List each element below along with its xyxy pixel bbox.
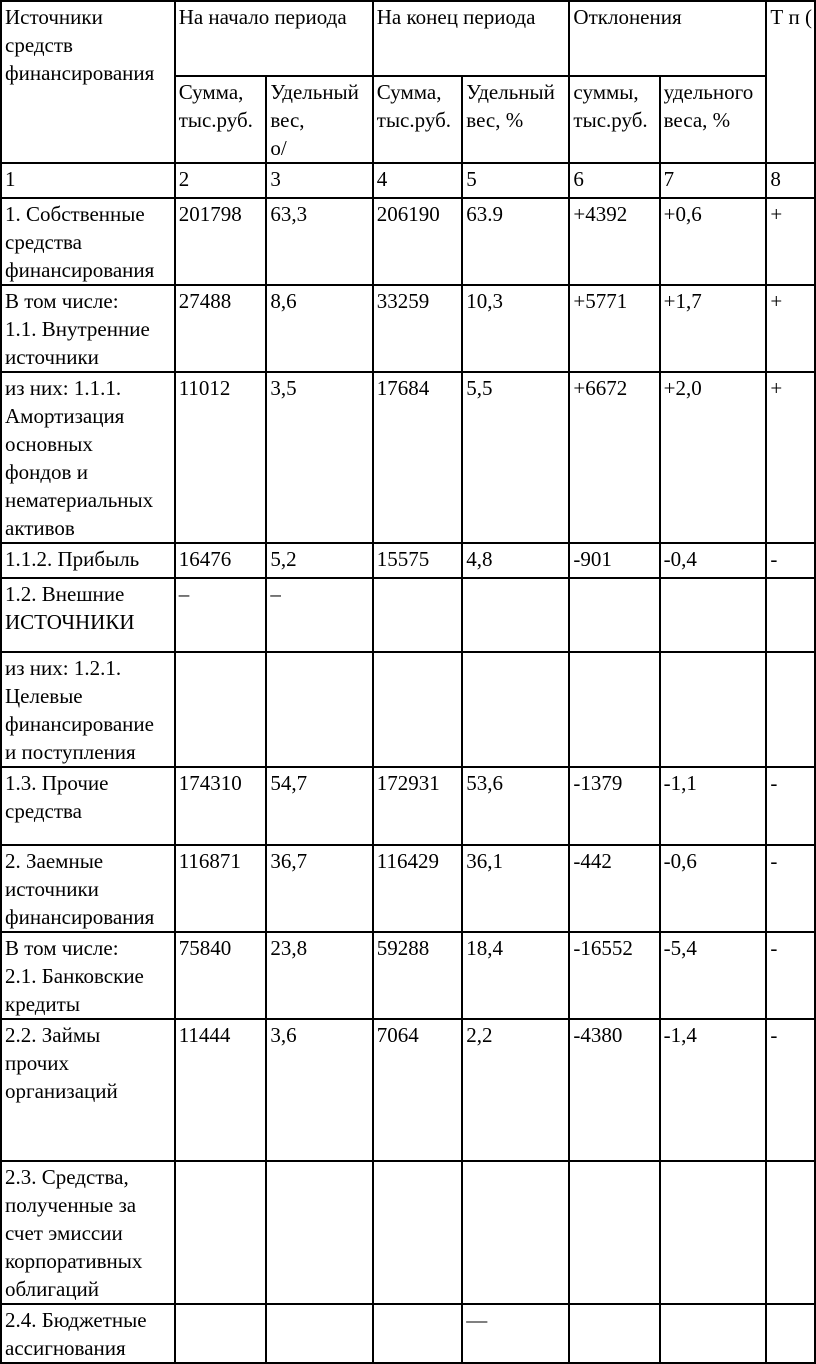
value-cell: - [766,767,815,845]
value-cell: - [766,1019,815,1161]
value-cell: +0,6 [660,198,767,285]
table-row [1,845,815,932]
value-cell [569,652,659,767]
value-cell: – [175,578,267,652]
value-cell: -0,4 [660,543,767,578]
row-label: В том числе: 1.1. Внутренние источники [1,285,175,372]
value-cell [766,1304,815,1363]
value-cell [266,1161,372,1304]
row-label: из них: 1.2.1. Целевые финансирование и поступления [1,652,175,767]
value-cell: 5,5 [462,372,569,543]
value-cell: 54,7 [266,767,372,845]
column-number-row [1,163,815,198]
value-cell: 7064 [373,1019,463,1161]
header-sources: Источники средств финансирования [1,1,175,163]
subheader-cell: Сумма, тыс.руб. [373,76,463,163]
value-cell: 36,7 [266,845,372,932]
row-label: из них: 1.1.1. Амортизация основных фондов и нематериальных активов [1,372,175,543]
table-row [1,285,815,372]
value-cell: 75840 [175,932,267,1019]
row-label: 2.2. Займы прочих организаций [1,1019,175,1161]
value-cell [175,652,267,767]
value-cell [175,1304,267,1363]
value-cell: 201798 [175,198,267,285]
value-cell: 172931 [373,767,463,845]
subheader-cell: Удельный вес, % [462,76,569,163]
value-cell [569,578,659,652]
value-cell: 11444 [175,1019,267,1161]
value-cell: -4380 [569,1019,659,1161]
value-cell: 4,8 [462,543,569,578]
column-number-cell: 1 [1,163,175,198]
value-cell: - [766,845,815,932]
value-cell: - [766,543,815,578]
row-label: 2.3. Средства, полученные за счет эмиссии корпоративных облигаций [1,1161,175,1304]
value-cell: + [766,285,815,372]
value-cell [462,1161,569,1304]
column-number-cell: 6 [569,163,659,198]
table-row [1,932,815,1019]
header-period-end: На конец периода [373,1,570,76]
value-cell [462,652,569,767]
column-number-cell: 4 [373,163,463,198]
value-cell: 63.9 [462,198,569,285]
value-cell: 3,6 [266,1019,372,1161]
value-cell: +2,0 [660,372,767,543]
table-row [1,1161,815,1304]
value-cell [373,578,463,652]
table-row [1,372,815,543]
value-cell [766,1161,815,1304]
row-label: 1.2. Внешние ИСТОЧНИКИ [1,578,175,652]
value-cell: 2,2 [462,1019,569,1161]
column-number-cell: 5 [462,163,569,198]
subheader-cell: Удельный вес, о/ [266,76,372,163]
value-cell [660,1304,767,1363]
value-cell: 8,6 [266,285,372,372]
value-cell: +1,7 [660,285,767,372]
value-cell: — [462,1304,569,1363]
value-cell: – [266,578,372,652]
value-cell [373,652,463,767]
column-number-cell: 3 [266,163,372,198]
value-cell: 53,6 [462,767,569,845]
value-cell: 59288 [373,932,463,1019]
subheader-cell: суммы, тыс.руб. [569,76,659,163]
value-cell [569,1161,659,1304]
subheader-cell: Сумма, тыс.руб. [175,76,267,163]
subheader-cell: удельного веса, % [660,76,767,163]
table-header-row [1,1,815,76]
row-label: В том числе: 2.1. Банковские кредиты [1,932,175,1019]
value-cell: + [766,198,815,285]
value-cell [660,578,767,652]
value-cell: - [766,932,815,1019]
row-label: 2.4. Бюджетные ассигнования [1,1304,175,1363]
value-cell: 3,5 [266,372,372,543]
value-cell: -0,6 [660,845,767,932]
row-label: 1. Собственные средства финансирования [1,198,175,285]
value-cell [266,1304,372,1363]
table-row [1,1019,815,1161]
value-cell: -1,1 [660,767,767,845]
value-cell: 17684 [373,372,463,543]
value-cell: +6672 [569,372,659,543]
value-cell: 23,8 [266,932,372,1019]
table-row [1,543,815,578]
value-cell: -1,4 [660,1019,767,1161]
value-cell: 33259 [373,285,463,372]
value-cell: 11012 [175,372,267,543]
value-cell: 116429 [373,845,463,932]
value-cell: 10,3 [462,285,569,372]
value-cell: -901 [569,543,659,578]
value-cell: +5771 [569,285,659,372]
value-cell [660,1161,767,1304]
value-cell: -1379 [569,767,659,845]
value-cell: 5,2 [266,543,372,578]
value-cell: 15575 [373,543,463,578]
column-number-cell: 2 [175,163,267,198]
header-deviations: Отклонения [569,1,766,76]
value-cell: 116871 [175,845,267,932]
value-cell: +4392 [569,198,659,285]
value-cell [175,1161,267,1304]
column-number-cell: 7 [660,163,767,198]
value-cell: 206190 [373,198,463,285]
value-cell [766,652,815,767]
header-column-8-partial: Т п ( [766,1,815,163]
value-cell [462,578,569,652]
value-cell [266,652,372,767]
value-cell: 36,1 [462,845,569,932]
value-cell [373,1161,463,1304]
value-cell: 27488 [175,285,267,372]
table-row [1,1304,815,1363]
value-cell: -16552 [569,932,659,1019]
value-cell [766,578,815,652]
value-cell [569,1304,659,1363]
value-cell: 16476 [175,543,267,578]
column-number-cell: 8 [766,163,815,198]
value-cell [373,1304,463,1363]
value-cell: 18,4 [462,932,569,1019]
table-row [1,198,815,285]
table-row [1,578,815,652]
value-cell [660,652,767,767]
row-label: 1.1.2. Прибыль [1,543,175,578]
table-row [1,652,815,767]
value-cell: + [766,372,815,543]
value-cell: -5,4 [660,932,767,1019]
row-label: 2. Заемные источники финансирования [1,845,175,932]
row-label: 1.3. Прочие средства [1,767,175,845]
table-row [1,767,815,845]
value-cell: 174310 [175,767,267,845]
value-cell: -442 [569,845,659,932]
value-cell: 63,3 [266,198,372,285]
header-period-start: На начало периода [175,1,373,76]
